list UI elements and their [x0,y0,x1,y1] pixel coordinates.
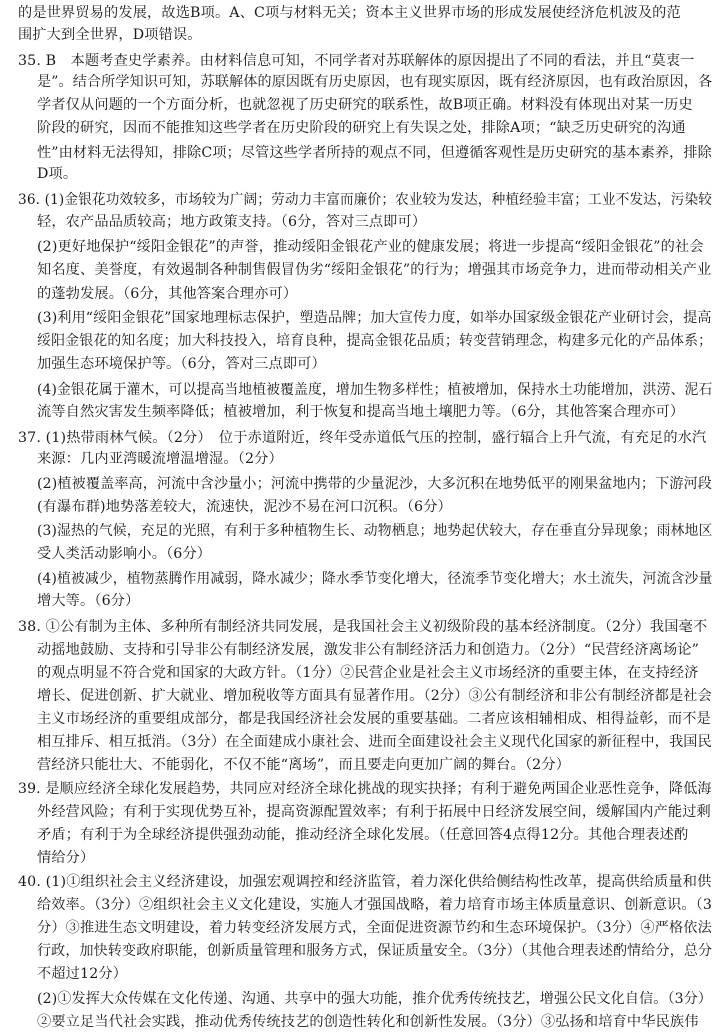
text-line: 增大等。（6分） [37,593,140,609]
text-line: ②要立足当代社会实践，推动优秀传统技艺的创造性转化和创新性发展。（3分）③弘扬和培育中华民族伟 [37,1014,699,1030]
text-line: 是”。结合所学知识可知，苏联解体的原因既有历史原因，也有现实原因，既有经济原因，也有政治原因，各 [37,74,713,90]
text-line: 阶段的研究，因而不能推知这些学者在历史阶段的研究上有失误之处，排除A项；“缺乏历史研究的沟通 [37,120,686,136]
text-line: 受人类活动影响小。（6分） [37,546,212,562]
text-line: 35. B 本题考查史学素养。由材料信息可知，不同学者对苏联解体的原因提出了不同的看法，并且“莫衷一 [18,53,695,69]
text-line: 39. 是顺应经济全球化发展趋势，共同应对经济全球化挑战的现实抉择；有利于避免两国企业恶性竞争，降低海 [18,781,712,797]
text-line: (4)植被减少，植物蒸腾作用减弱，降水减少；降水季节变化增大，径流季节变化增大；水土流失，河流含沙量 [37,571,713,587]
text-line: 性”由材料无法得知，排除C项；尽管这些学者所持的观点不同，但遵循客观性是历史研究的基本素养，排除 [37,145,712,161]
text-line: 矛盾；有利于为全球经济提供强劲动能，推动经济全球化发展。（任意回答4点得12分。其他合理表述酌 [37,827,689,843]
text-line: 绥阳金银花的知名度；加大科技投入，培育良种，提高金银花品质；转变营销理念，构建多元化的产品体系； [37,333,713,349]
text-line: 营经济只能壮大、不能弱化，不仅不能“离场”，而且要走向更加广阔的舞台。（2分） [37,757,571,773]
text-line: 分）③推进生态文明建设，着力转变经济发展方式，全面促进资源节约和生态环境保护。（3分）④严格依法 [37,920,712,936]
text-line: D项。 [37,166,78,182]
text-line: 38. ①公有制为主体、多种所有制经济共同发展，是我国社会主义初级阶段的基本经济制度。（2分）我国毫不 [18,619,708,635]
text-line: (3)利用“绥阳金银花”国家地理标志保护，塑造品牌；加大宣传力度，如举办国家级金银花产业研讨会，提高 [37,310,712,326]
text-line: 动摇地鼓励、支持和引导非公有制经济发展，激发非公有制经济活力和创造力。（2分）“民营经济离场论” [37,642,700,658]
text-line: 学者仅从问题的一个方面分析，也就忽视了历史研究的联系性，故B项正确。材料没有体现出对某一历史 [37,97,693,113]
text-line: 情给分） [37,850,95,866]
text-line: 的蓬勃发展。（6分，其他答案合理亦可） [37,286,298,302]
text-line: (2)植被覆盖率高，河流中含沙量小；河流中携带的少量泥沙，大多沉积在地势低平的刚果盆地内；下游河段 [37,476,713,492]
text-line: 的观点明显不符合党和国家的大政方针。（1分）②民营企业是社会主义市场经济的重要主体，在支持经济 [37,665,699,681]
text-line: 不超过12分） [37,966,128,982]
text-line: 外经营风险；有利于实现优势互补，提高资源配置效率；有利于拓展中日经济发展空间，缓解国内产能过剩 [37,804,711,820]
text-line: (2)更好地保护“绥阳金银花”的声誉，推动绥阳金银花产业的健康发展；将进一步提高“绥阳金银花”的社会 [37,239,704,255]
text-line: 的是世界贸易的发展，故选B项。A、C项与材料无关；资本主义世界市场的形成发展使经济危机波及的范 [18,5,681,21]
text-line: 流等自然灾害发生频率降低；植被增加，利于恢复和提高当地土壤肥力等。（6分，其他答案合理亦可） [37,404,685,420]
text-line: 行政，加快转变政府职能，创新质量管理和服务方式，保证质量安全。（3分）（其他合理表述酌情给分，总分 [37,943,713,959]
text-line: 来源：几内亚湾暖流增温增湿。（2分） [37,451,283,467]
text-line: 加强生态环境保护等。（6分，答对三点即可） [37,356,326,372]
text-line: 40. (1)①组织社会主义经济建设，加强宏观调控和经济监管，着力深化供给侧结构性改革，提高供给质量和供 [18,874,712,890]
text-line: (2)①发挥大众传媒在文化传递、沟通、共享中的强大功能，推介优秀传统技艺，增强公民文化自信。（3分） [37,991,713,1007]
text-line: 主义市场经济的重要组成部分，都是我国经济社会发展的重要基础。二者应该相辅相成、相得益彰，而不是 [37,711,711,727]
text-line: (3)湿热的气候，充足的光照，有利于多种植物生长、动物栖息；地势起伏较大，存在垂直分异现象；雨林地区 [37,523,713,539]
text-line: 轻，农产品品质较高；地方政策支持。（6分，答对三点即可） [37,214,427,230]
text-line: 围扩大到全世界，D项错误。 [18,27,202,43]
text-line: (4)金银花属于灌木，可以提高当地植被覆盖度，增加生物多样性；植被增加，保持水土功能增加，洪涝、泥石 [37,382,713,398]
text-line: 相互排斥、相互抵消。（3分）在全面建成小康社会、进而全面建设社会主义现代化国家的新征程中，我国民 [37,734,712,750]
text-line: (有瀑布群)地势落差较大，流速快，泥沙不易在河口沉积。（6分） [37,499,452,515]
text-line: 37. (1)热带雨林气候。（2分） 位于赤道附近，终年受赤道低气压的控制，盛行辐合上升气流，有充足的水汽 [18,430,707,446]
text-line: 36. (1)金银花功效较多，市场较为广阔；劳动力丰富而廉价；农业较为发达，种植经验丰富；工业不发达，污染较 [18,192,713,208]
text-line: 知名度、美誉度，有效遏制各种制售假冒伪劣“绥阳金银花”的行为；增强其市场竞争力，进而带动相关产业 [37,262,712,278]
text-line: 增长、促进创新、扩大就业、增加税收等方面具有显著作用。（2分）③公有制经济和非公有制经济都是社会 [37,688,712,704]
text-line: 给效率。（3分）②组织社会主义文化建设，实施人才强国战略，着力培育市场主体质量意识、创新意识。（3 [37,897,713,913]
